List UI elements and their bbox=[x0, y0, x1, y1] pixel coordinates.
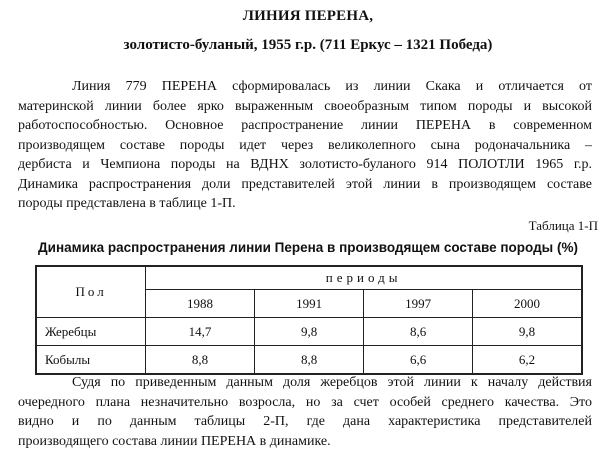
page-subtitle: золотисто-буланый, 1955 г.р. (711 Еркус – 1321 Победа) bbox=[123, 37, 493, 53]
table-cell: 9,8 bbox=[254, 318, 364, 346]
column-header-sex: Пол bbox=[36, 266, 146, 318]
text-line: работоспособностью. Основное распространение линии ПЕРЕНА в современном bbox=[18, 118, 592, 133]
table-cell: 6,2 bbox=[472, 346, 582, 375]
row-label: Жеребцы bbox=[36, 318, 146, 346]
page-title: ЛИНИЯ ПЕРЕНА, bbox=[242, 8, 374, 24]
text-line: дербиста и Чемпиона породы на ВДНХ золотисто-буланого 914 ПОЛОТЛИ 1965 г.р. bbox=[18, 157, 592, 172]
text-line: очередного плана незначительно возросла, но за счет особей среднего качества. Это bbox=[18, 394, 592, 410]
table-cell: 8,8 bbox=[254, 346, 364, 375]
table-cell: 9,8 bbox=[472, 318, 582, 346]
text-line: породы представлена в таблице 1-П. bbox=[18, 196, 236, 211]
text-line: производящем составе породы идет через великолепного сына родоначальника – bbox=[18, 137, 592, 153]
dynamics-table bbox=[35, 265, 583, 375]
table-cell: 8,8 bbox=[146, 346, 255, 375]
table-row bbox=[36, 346, 582, 375]
text-line: Линия 779 ПЕРЕНА сформировалась из линии Скака и отличается от bbox=[72, 79, 592, 94]
text-line: производящего состава линии ПЕРЕНА в динамике. bbox=[18, 433, 331, 449]
year-header: 1991 bbox=[254, 290, 364, 318]
year-header: 1997 bbox=[364, 290, 473, 318]
text-line: Судя по приведенным данным доля жеребцов этой линии к началу действия bbox=[72, 375, 592, 390]
year-header: 1988 bbox=[146, 290, 255, 318]
table-caption: Динамика распространения линии Перена в производящем составе породы (%) bbox=[38, 240, 578, 255]
text-line: материнской линии более ярко выраженным своеобразным типом породы и высокой bbox=[18, 98, 592, 114]
table-cell: 14,7 bbox=[146, 318, 255, 346]
row-label: Кобылы bbox=[36, 346, 146, 375]
table-row bbox=[36, 318, 582, 346]
table-cell: 6,6 bbox=[364, 346, 473, 375]
table-label: Таблица 1-П bbox=[528, 218, 598, 233]
year-header: 2000 bbox=[472, 290, 582, 318]
text-line: Динамика распространения доли представителей этой линии в производящем составе bbox=[18, 176, 592, 192]
column-header-periods: периоды bbox=[146, 266, 582, 290]
table-cell: 8,6 bbox=[364, 318, 473, 346]
text-line: видно и по данным таблицы 2-П, где дана характеристика представителей bbox=[18, 414, 592, 429]
conclusion-paragraph bbox=[18, 373, 592, 451]
intro-paragraph bbox=[18, 77, 592, 214]
